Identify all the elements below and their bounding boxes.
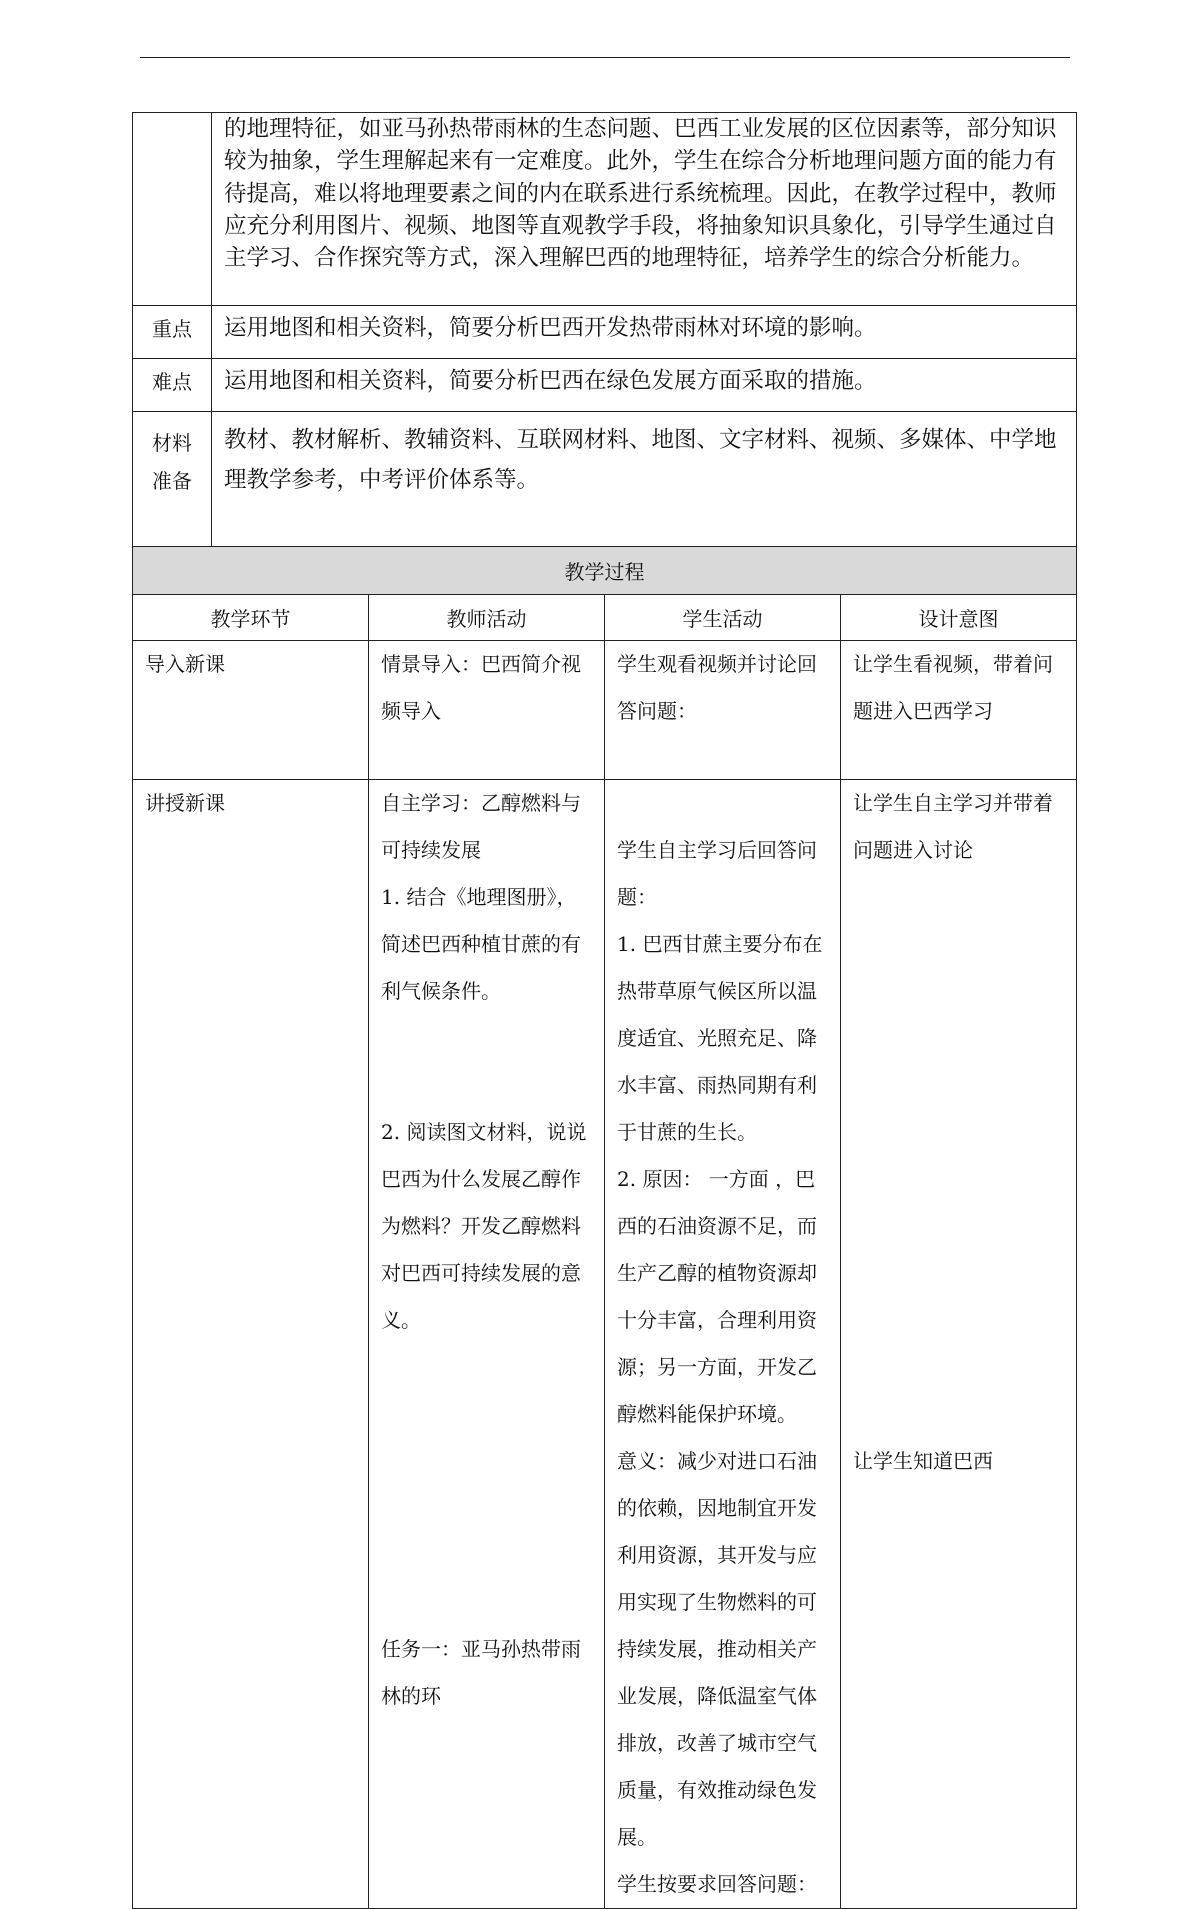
intent-self-study: 让学生自主学习并带着问题进入讨论	[853, 791, 1053, 862]
answer-significance: 意义：减少对进口石油的依赖，因地制宜开发利用资源，其开发与应用实现了生物燃料的可持续发展，推动相关产业发展，降低温室气体排放，改善了城市空气质量，有效推动绿色发展。	[617, 1449, 817, 1849]
process-banner: 教学过程	[133, 547, 1077, 595]
lecture-student-content	[605, 827, 840, 1908]
learner-analysis-text: 的地理特征，如亚马孙热带雨林的生态问题、巴西工业发展的区位因素等，部分知识较为抽象，学生理解起来有一定难度。此外，学生在综合分析地理问题方面的能力有待提高，难以将地理要素之间的内在联系进行系统梳理。因此，在教学过程中，教师应充分利用图片、视频、地图等直观教学手段，将抽象知识具象化，引导学生通过自主学习、合作探究等方式，深入理解巴西的地理特征，培养学生的综合分析能力。	[212, 113, 1077, 306]
import-teacher: 情景导入：巴西简介视频导入	[381, 652, 581, 723]
difficult-point-label: 难点	[133, 359, 212, 412]
header-teacher: 教师活动	[369, 595, 605, 641]
question-2: 2. 阅读图文材料，说说巴西为什么发展乙醇作为燃料？开发乙醇燃料对巴西可持续发展的意义。	[381, 1120, 587, 1332]
lecture-student-cell	[605, 780, 841, 1909]
process-header-row	[133, 595, 1077, 641]
answer-1: 1. 巴西甘蔗主要分布在热带草原气候区所以温度适宜、光照充足、降水丰富、雨热同期有利于甘蔗的生长。	[617, 932, 823, 1144]
student-intro: 学生自主学习后回答问题：	[617, 838, 817, 909]
difficult-point-text: 运用地图和相关资料，简要分析巴西在绿色发展方面采取的措施。	[212, 359, 1077, 412]
lecture-intent-cell	[841, 780, 1077, 1909]
task-one: 任务一：亚马孙热带雨林的环	[381, 1637, 581, 1708]
intent-task-one: 让学生知道巴西	[853, 1449, 993, 1473]
import-teacher-cell	[369, 641, 605, 780]
lesson-analysis-table	[132, 112, 1077, 579]
import-row	[133, 641, 1077, 780]
header-student: 学生活动	[605, 595, 841, 641]
student-task-one: 学生按要求回答问题：	[617, 1872, 817, 1896]
lecture-row	[133, 780, 1077, 1909]
learner-analysis-row	[133, 113, 1077, 306]
import-stage: 导入新课	[145, 652, 225, 676]
question-1: 1. 结合《地理图册》，简述巴西种植甘蔗的有利气候条件。	[381, 885, 581, 1003]
header-stage: 教学环节	[133, 595, 369, 641]
teaching-process-table	[132, 546, 1077, 1909]
import-stage-cell	[133, 641, 369, 780]
lecture-teacher-cell	[369, 780, 605, 1909]
answer-2: 2. 原因： 一方面 ，巴西的石油资源不足，而生产乙醇的植物资源却十分丰富，合理利用资源；另一方面，开发乙醇燃料能保护环境。	[617, 1167, 817, 1426]
key-point-text: 运用地图和相关资料，简要分析巴西开发热带雨林对环境的影响。	[212, 306, 1077, 359]
lecture-stage: 讲授新课	[145, 791, 225, 815]
lecture-intent-content	[841, 780, 1076, 1485]
process-banner-row	[133, 547, 1077, 595]
import-intent: 让学生看视频，带着问题进入巴西学习	[853, 652, 1053, 723]
key-point-row	[133, 306, 1077, 359]
lecture-teacher-content	[369, 780, 604, 1720]
materials-label-line2: 准备	[152, 469, 192, 493]
header-intent: 设计意图	[841, 595, 1077, 641]
self-study-task: 自主学习：乙醇燃料与可持续发展	[381, 791, 581, 862]
header-rule	[140, 57, 1070, 58]
key-point-label: 重点	[133, 306, 212, 359]
import-intent-cell	[841, 641, 1077, 780]
import-student: 学生观看视频并讨论回答问题：	[617, 652, 817, 723]
lecture-stage-cell	[133, 780, 369, 1909]
row-label-empty	[133, 113, 212, 306]
import-student-cell	[605, 641, 841, 780]
materials-text: 教材、教材解析、教辅资料、互联网材料、地图、文字材料、视频、多媒体、中学地理教学参考，中考评价体系等。	[212, 412, 1077, 579]
materials-label-line1: 材料	[152, 431, 192, 455]
difficult-point-row	[133, 359, 1077, 412]
